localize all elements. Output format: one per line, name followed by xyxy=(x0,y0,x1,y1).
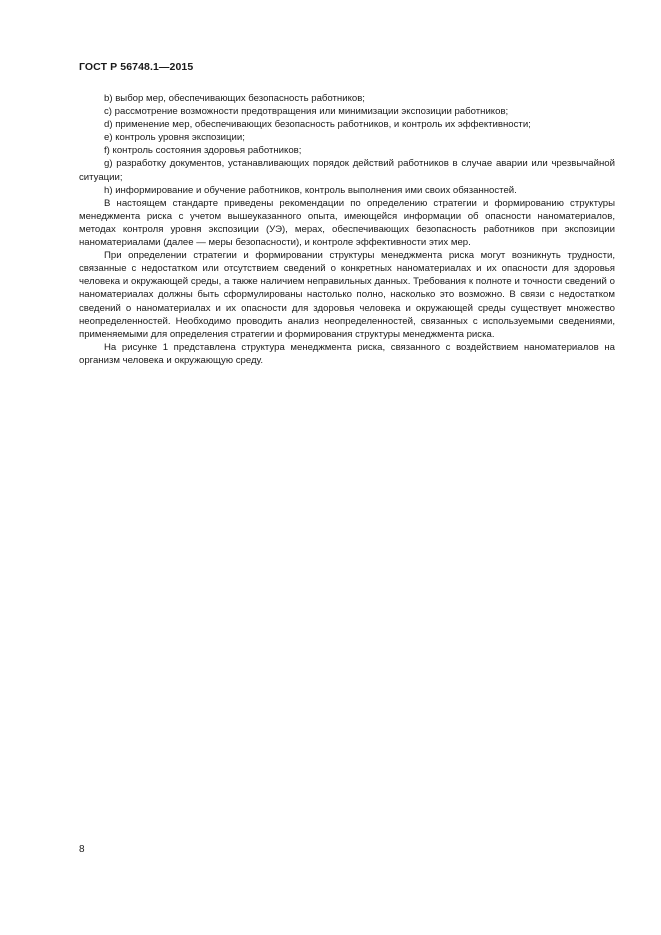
list-item-f: f) контроль состояния здоровья работников; xyxy=(104,145,302,157)
paragraph-figure-reference: На рисунке 1 представлена структура менеджмента риска, связанного с воздействием наноматериалов на организм человека и окружающую среду. xyxy=(79,341,615,366)
document-body xyxy=(79,92,615,367)
paragraph-uncertainties: При определении стратегии и формировании структуры менеджмента риска могут возникнуть трудности, связанные с недостатком или отсутствием сведений о конкретных наноматериалах и их опасности для здоровья человека и окружающей среды, а также наличием неправильных данных. Требования к полноте и точности сведений о наноматериалах должны быть сформулированы настолько полно, насколько это возможно. В связи с недостатком сведений о наноматериалах и их опасности для здоровья человека и окружающей среды существует множество неопределенностей. Необходимо проводить анализ неопределенностей, связанных с используемыми сведениями, применяемыми для определения стратегии и формирования структуры менеджмента риска. xyxy=(79,250,615,340)
paragraph-recommendations: В настоящем стандарте приведены рекомендации по определению стратегии и формированию структуры менеджмента риска с учетом вышеуказанного опыта, имеющейся информации об опасности наноматериалов, методах контроля уровня экспозиции (УЭ), мерах, обеспечивающих безопасность работников при экспозиции наноматериалами (далее — меры безопасности), и контроле эффективности этих мер. xyxy=(79,197,615,249)
document-header: ГОСТ Р 56748.1—2015 xyxy=(79,61,194,73)
list-item-e: e) контроль уровня экспозиции; xyxy=(104,132,245,144)
page-number: 8 xyxy=(79,844,85,855)
list-item-g: g) разработку документов, устанавливающих порядок действий работников в случае аварии или чрезвычайной ситуации; xyxy=(79,158,615,183)
list-item-c: c) рассмотрение возможности предотвращения или минимизации экспозиции работников; xyxy=(104,106,509,118)
list-item-b: b) выбор мер, обеспечивающих безопасность работников; xyxy=(104,93,365,104)
list-item-h: h) информирование и обучение работников, контроль выполнения ими своих обязанностей. xyxy=(104,184,517,196)
list-item-d: d) применение мер, обеспечивающих безопасность работников, и контроль их эффективности; xyxy=(104,119,531,131)
